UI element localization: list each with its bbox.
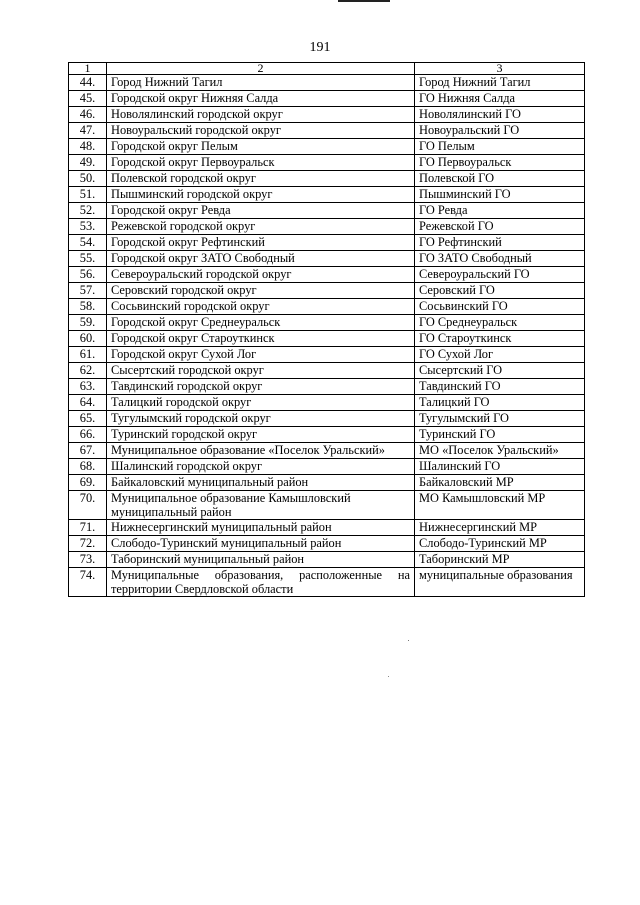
row-short-name: Таборинский МР: [415, 552, 585, 568]
row-number: 53.: [69, 219, 107, 235]
row-short-name: Талицкий ГО: [415, 395, 585, 411]
table-row: [69, 443, 585, 459]
scan-artifact-mark: [338, 0, 390, 2]
table-row: [69, 331, 585, 347]
row-number: 58.: [69, 299, 107, 315]
row-short-name: Нижнесергинский МР: [415, 520, 585, 536]
table-row: [69, 283, 585, 299]
table-row: [69, 107, 585, 123]
table-row: [69, 267, 585, 283]
row-short-name: Город Нижний Тагил: [415, 75, 585, 91]
row-short-name: Туринский ГО: [415, 427, 585, 443]
row-short-name: ГО Рефтинский: [415, 235, 585, 251]
table-row: [69, 299, 585, 315]
row-short-name: муниципальные образования: [415, 568, 585, 597]
row-name: Новоуральский городской округ: [107, 123, 415, 139]
row-name: Город Нижний Тагил: [107, 75, 415, 91]
row-short-name: Режевской ГО: [415, 219, 585, 235]
row-name: Серовский городской округ: [107, 283, 415, 299]
row-number: 46.: [69, 107, 107, 123]
table-header-row: [69, 63, 585, 75]
row-short-name: Тавдинский ГО: [415, 379, 585, 395]
row-name: Слободо-Туринский муниципальный район: [107, 536, 415, 552]
table-row: [69, 155, 585, 171]
municipalities-table: [68, 62, 585, 597]
row-short-name: Пышминский ГО: [415, 187, 585, 203]
row-short-name: Байкаловский МР: [415, 475, 585, 491]
row-short-name: Тугулымский ГО: [415, 411, 585, 427]
row-number: 52.: [69, 203, 107, 219]
row-name: Североуральский городской округ: [107, 267, 415, 283]
table-row: [69, 203, 585, 219]
column-header-1: 1: [69, 63, 107, 75]
table-row: [69, 187, 585, 203]
row-name: Городской округ Староуткинск: [107, 331, 415, 347]
table-row: [69, 459, 585, 475]
row-name: Городской округ Сухой Лог: [107, 347, 415, 363]
row-short-name: Североуральский ГО: [415, 267, 585, 283]
row-name: Тугулымский городской округ: [107, 411, 415, 427]
row-number: 59.: [69, 315, 107, 331]
row-number: 44.: [69, 75, 107, 91]
row-name: Режевской городской округ: [107, 219, 415, 235]
row-number: 48.: [69, 139, 107, 155]
row-short-name: ГО Нижняя Салда: [415, 91, 585, 107]
row-number: 72.: [69, 536, 107, 552]
row-name: Нижнесергинский муниципальный район: [107, 520, 415, 536]
table-row: [69, 395, 585, 411]
row-number: 70.: [69, 491, 107, 520]
row-number: 74.: [69, 568, 107, 597]
row-name: Байкаловский муниципальный район: [107, 475, 415, 491]
table-row: [69, 91, 585, 107]
row-name: Городской округ Первоуральск: [107, 155, 415, 171]
row-name: Муниципальное образование Камышловский муниципальный район: [107, 491, 415, 520]
row-name: Городской округ Ревда: [107, 203, 415, 219]
table-row: [69, 552, 585, 568]
table-row: [69, 363, 585, 379]
table-row: [69, 411, 585, 427]
row-short-name: МО Камышловский МР: [415, 491, 585, 520]
row-number: 50.: [69, 171, 107, 187]
row-number: 71.: [69, 520, 107, 536]
row-number: 64.: [69, 395, 107, 411]
row-number: 69.: [69, 475, 107, 491]
table-row: [69, 427, 585, 443]
row-short-name: ГО Первоуральск: [415, 155, 585, 171]
row-number: 51.: [69, 187, 107, 203]
table-row: [69, 123, 585, 139]
table-row: [69, 536, 585, 552]
row-number: 73.: [69, 552, 107, 568]
row-number: 61.: [69, 347, 107, 363]
row-name: Новолялинский городской округ: [107, 107, 415, 123]
row-short-name: ГО Ревда: [415, 203, 585, 219]
row-short-name: Слободо-Туринский МР: [415, 536, 585, 552]
row-name: Городской округ Пелым: [107, 139, 415, 155]
scan-speck: [408, 640, 409, 641]
table-row: [69, 139, 585, 155]
scan-speck: [388, 676, 389, 677]
row-name: Муниципальные образования, расположенные на территории Свердловской области: [107, 568, 415, 597]
row-number: 68.: [69, 459, 107, 475]
row-name: Городской округ ЗАТО Свободный: [107, 251, 415, 267]
row-short-name: МО «Поселок Уральский»: [415, 443, 585, 459]
table-row: [69, 75, 585, 91]
table-row: [69, 171, 585, 187]
column-header-2: 2: [107, 63, 415, 75]
row-name: Талицкий городской округ: [107, 395, 415, 411]
table-row: [69, 520, 585, 536]
row-name: Тавдинский городской округ: [107, 379, 415, 395]
table-row: [69, 491, 585, 520]
row-number: 55.: [69, 251, 107, 267]
row-short-name: Новолялинский ГО: [415, 107, 585, 123]
row-short-name: Серовский ГО: [415, 283, 585, 299]
row-number: 57.: [69, 283, 107, 299]
row-name: Сысертский городской округ: [107, 363, 415, 379]
table-row: [69, 475, 585, 491]
row-number: 67.: [69, 443, 107, 459]
row-number: 62.: [69, 363, 107, 379]
column-header-3: 3: [415, 63, 585, 75]
row-number: 66.: [69, 427, 107, 443]
row-short-name: Сосьвинский ГО: [415, 299, 585, 315]
page-number: 191: [309, 40, 331, 55]
table-row: [69, 315, 585, 331]
row-short-name: ГО ЗАТО Свободный: [415, 251, 585, 267]
row-short-name: Сысертский ГО: [415, 363, 585, 379]
row-name: Городской округ Нижняя Салда: [107, 91, 415, 107]
row-name: Городской округ Среднеуральск: [107, 315, 415, 331]
row-name: Шалинский городской округ: [107, 459, 415, 475]
row-short-name: Шалинский ГО: [415, 459, 585, 475]
row-name: Сосьвинский городской округ: [107, 299, 415, 315]
table-row: [69, 379, 585, 395]
row-name: Таборинский муниципальный район: [107, 552, 415, 568]
row-number: 65.: [69, 411, 107, 427]
row-number: 47.: [69, 123, 107, 139]
row-number: 54.: [69, 235, 107, 251]
row-name: Городской округ Рефтинский: [107, 235, 415, 251]
table-row: [69, 251, 585, 267]
row-name: Туринский городской округ: [107, 427, 415, 443]
row-short-name: Новоуральский ГО: [415, 123, 585, 139]
row-name: Полевской городской округ: [107, 171, 415, 187]
row-short-name: ГО Среднеуральск: [415, 315, 585, 331]
row-number: 45.: [69, 91, 107, 107]
row-number: 49.: [69, 155, 107, 171]
row-number: 60.: [69, 331, 107, 347]
table-row: [69, 347, 585, 363]
table-row: [69, 235, 585, 251]
row-name: Муниципальное образование «Поселок Уральский»: [107, 443, 415, 459]
row-short-name: ГО Пелым: [415, 139, 585, 155]
table-row: [69, 568, 585, 597]
row-name: Пышминский городской округ: [107, 187, 415, 203]
row-number: 63.: [69, 379, 107, 395]
row-short-name: ГО Староуткинск: [415, 331, 585, 347]
row-number: 56.: [69, 267, 107, 283]
table-row: [69, 219, 585, 235]
row-short-name: ГО Сухой Лог: [415, 347, 585, 363]
row-short-name: Полевской ГО: [415, 171, 585, 187]
